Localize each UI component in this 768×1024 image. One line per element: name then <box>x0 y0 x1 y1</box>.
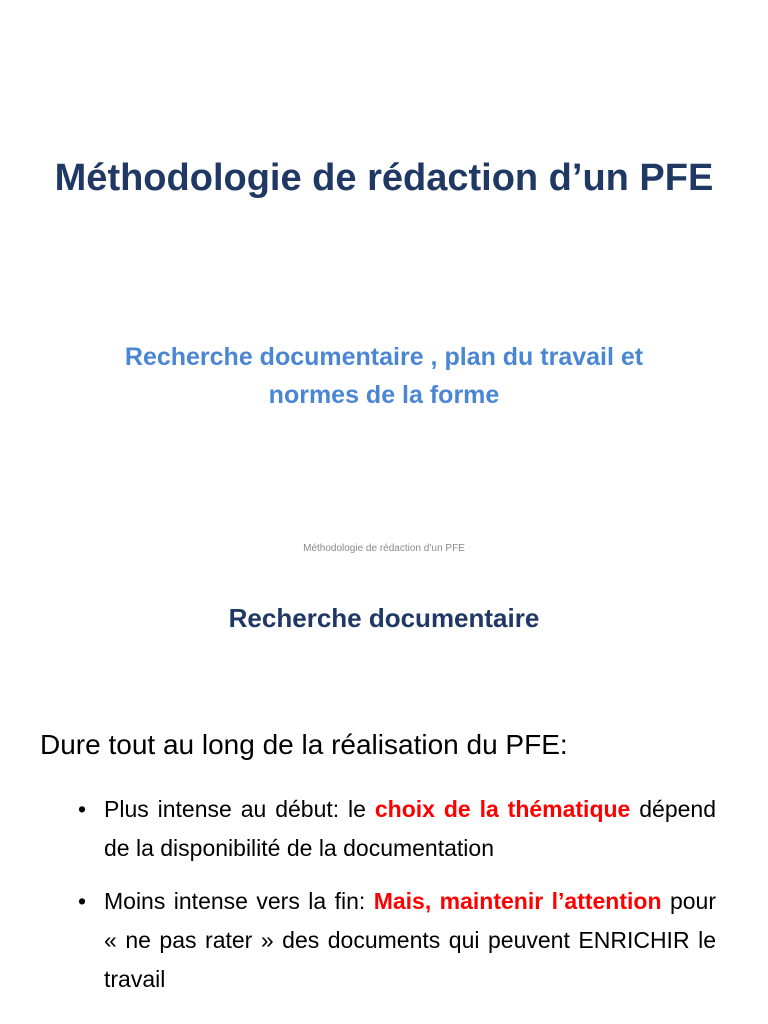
bullet-dot-icon: • <box>78 796 87 822</box>
bullet-item <box>70 882 716 999</box>
bullet-text: dépend de la disponibilité de la documentation <box>104 796 716 861</box>
bullet-dot-icon: • <box>78 888 87 914</box>
bullet-highlight: Mais, maintenir l’attention <box>373 888 662 914</box>
bullet-highlight: choix de la thématique <box>374 796 631 822</box>
bullet-text: Plus intense au début: le <box>104 796 375 822</box>
bullet-text: Moins intense vers la fin: <box>104 888 374 914</box>
slide-title: Méthodologie de rédaction d’un PFE <box>54 157 714 199</box>
bullet-item <box>70 790 716 868</box>
bullet-list <box>70 790 716 1013</box>
section-title: Recherche documentaire <box>228 603 540 633</box>
slide-subtitle: Recherche documentaire , plan du travail et normes de la forme <box>124 343 644 409</box>
slide-footer: Méthodologie de rédaction d’un PFE <box>303 543 465 554</box>
intro-text: Dure tout au long de la réalisation du PFE: <box>40 729 568 760</box>
bullet-text: pour « ne pas rater » des documents qui peuvent ENRICHIR le travail <box>104 888 716 992</box>
